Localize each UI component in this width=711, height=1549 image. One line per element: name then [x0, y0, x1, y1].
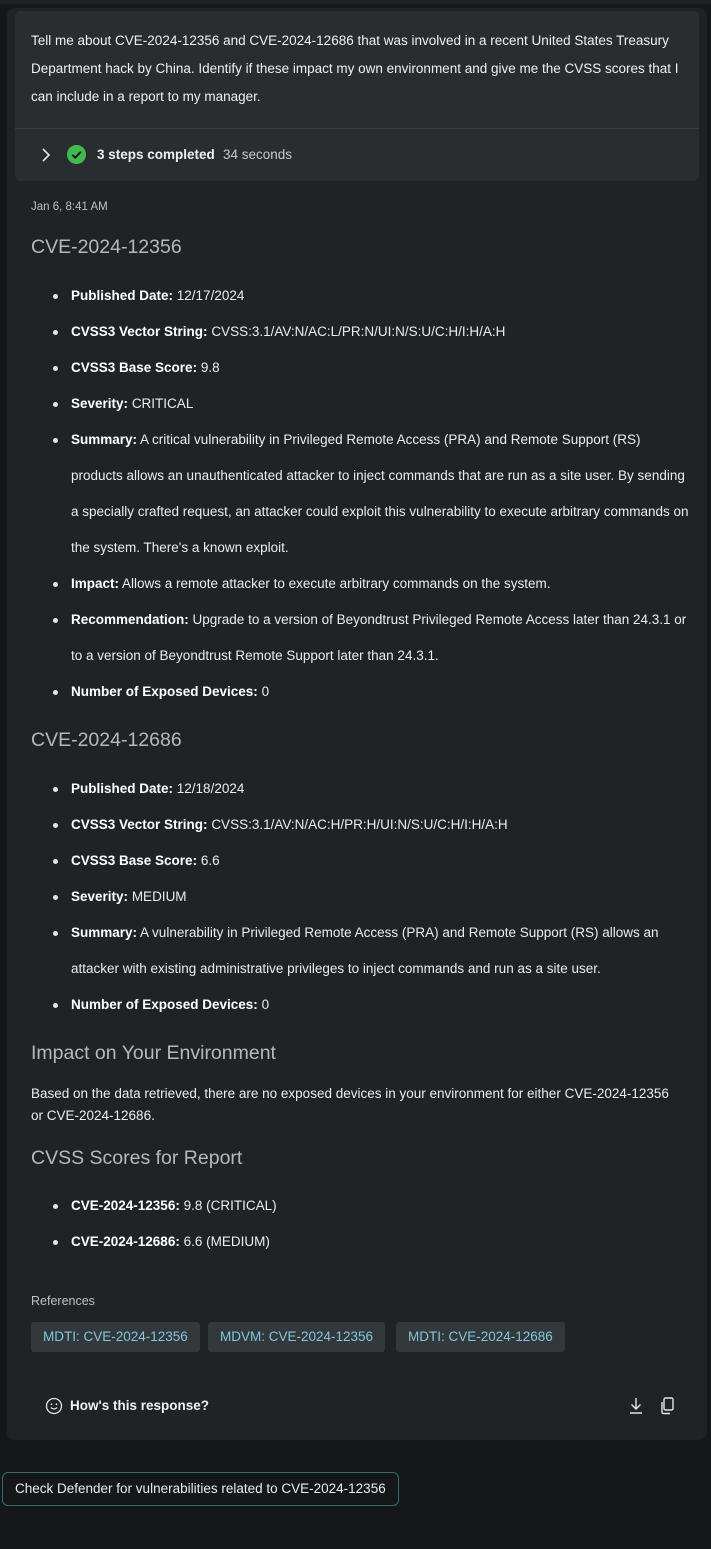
steps-duration: 34 seconds: [223, 147, 293, 162]
scores-heading: CVSS Scores for Report: [31, 1147, 243, 1169]
response-card: [7, 8, 707, 1440]
suggested-prompt-button[interactable]: Check Defender for vulnerabilities related to CVE-2024-12356: [2, 1472, 399, 1506]
list-item: Published Date: 12/17/2024: [31, 278, 691, 314]
smiley-icon[interactable]: [45, 1397, 63, 1415]
list-item: Summary: A critical vulnerability in Privileged Remote Access (PRA) and Remote Support (RS) products allows an unauthenticated attacker to inject commands that are run as a site user. By sending a specially crafted request, an attacker could exploit this vulnerability to execute arbitrary commands on the system. There's a known exploit.: [31, 422, 691, 566]
references-label: References: [31, 1294, 95, 1308]
scores-list: [31, 1188, 691, 1260]
list-item: Number of Exposed Devices: 0: [31, 987, 691, 1023]
list-item: CVSS3 Base Score: 6.6: [31, 843, 691, 879]
list-item: Summary: A vulnerability in Privileged Remote Access (PRA) and Remote Support (RS) allows an attacker with existing administrative privileges to inject commands and run as a site user.: [31, 915, 691, 987]
steps-label: 3 steps completed: [97, 147, 215, 162]
user-prompt: [15, 11, 699, 181]
reference-link[interactable]: MDTI: CVE-2024-12686: [396, 1322, 565, 1352]
impact-heading: Impact on Your Environment: [31, 1042, 276, 1064]
chevron-right-icon[interactable]: [37, 146, 55, 164]
top-edge: [0, 0, 711, 4]
list-item: Severity: MEDIUM: [31, 879, 691, 915]
list-item: Number of Exposed Devices: 0: [31, 674, 691, 710]
download-icon[interactable]: [627, 1396, 645, 1416]
list-item: Severity: CRITICAL: [31, 386, 691, 422]
copy-icon[interactable]: [659, 1396, 677, 1416]
cve2-details: [31, 771, 691, 1023]
check-circle-icon: [67, 145, 86, 164]
cve1-details: [31, 278, 691, 710]
feedback-bar: [45, 1394, 685, 1420]
reference-link[interactable]: MDVM: CVE-2024-12356: [208, 1322, 385, 1352]
list-item: Recommendation: Upgrade to a version of Beyondtrust Privileged Remote Access later than 24.3.1 or to a version of Beyondtrust Remote Support later than 24.3.1.: [31, 602, 691, 674]
list-item: Impact: Allows a remote attacker to execute arbitrary commands on the system.: [31, 566, 691, 602]
steps-summary[interactable]: [15, 129, 699, 181]
reference-link[interactable]: MDTI: CVE-2024-12356: [31, 1322, 200, 1352]
timestamp: Jan 6, 8:41 AM: [31, 201, 108, 213]
impact-text: Based on the data retrieved, there are no exposed devices in your environment for either CVE-2024-12356 or CVE-2024-12686.: [31, 1086, 669, 1123]
cve1-heading: CVE-2024-12356: [31, 236, 182, 258]
list-item: Published Date: 12/18/2024: [31, 771, 691, 807]
list-item: CVSS3 Vector String: CVSS:3.1/AV:N/AC:H/PR:H/UI:N/S:U/C:H/I:H/A:H: [31, 807, 691, 843]
list-item: CVE-2024-12356: 9.8 (CRITICAL): [31, 1188, 691, 1224]
prompt-text: Tell me about CVE-2024-12356 and CVE-2024-12686 that was involved in a recent United States Treasury Department hack by China. Identify if these impact my own environment and give me the CVSS scores that I can include in a report to my manager.: [31, 33, 679, 104]
list-item: CVE-2024-12686: 6.6 (MEDIUM): [31, 1224, 691, 1260]
list-item: CVSS3 Vector String: CVSS:3.1/AV:N/AC:L/PR:N/UI:N/S:U/C:H/I:H/A:H: [31, 314, 691, 350]
feedback-prompt[interactable]: How's this response?: [70, 1398, 209, 1413]
list-item: CVSS3 Base Score: 9.8: [31, 350, 691, 386]
cve2-heading: CVE-2024-12686: [31, 729, 182, 751]
